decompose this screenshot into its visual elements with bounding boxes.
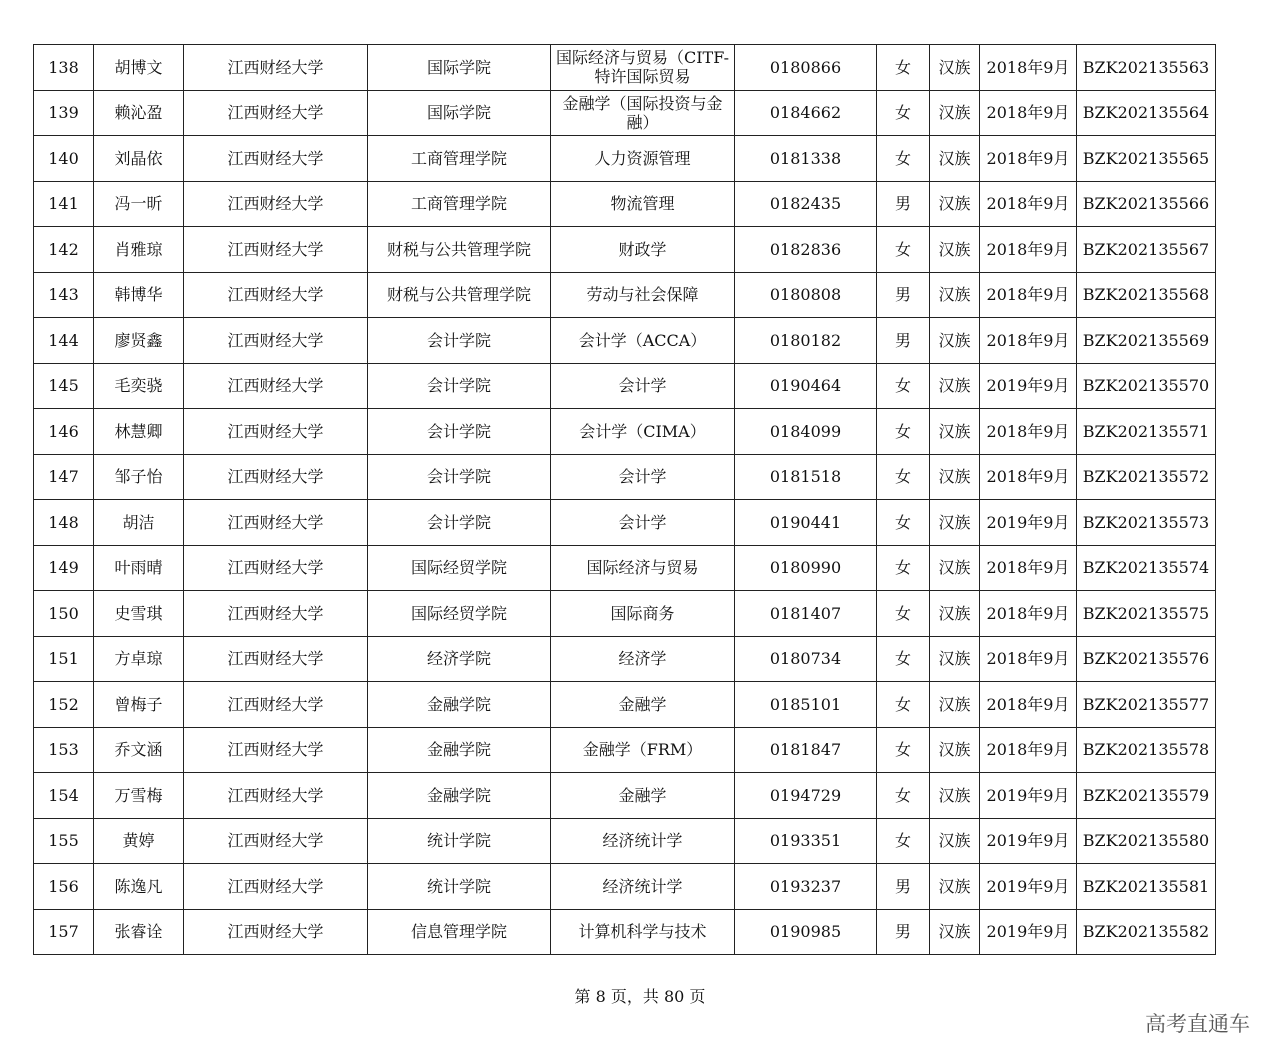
seq-cell: 152 (34, 682, 94, 728)
gender-cell: 女 (877, 227, 930, 273)
gender-cell: 女 (877, 636, 930, 682)
name-cell: 乔文涵 (94, 727, 184, 773)
name-cell: 曾梅子 (94, 682, 184, 728)
cert-no-cell: BZK202135567 (1077, 227, 1216, 273)
student-id-cell: 0180990 (735, 545, 877, 591)
seq-cell: 156 (34, 864, 94, 910)
enroll-date-cell: 2018年9月 (980, 682, 1077, 728)
school-cell: 江西财经大学 (184, 500, 368, 546)
gender-cell: 男 (877, 318, 930, 364)
enroll-date-cell: 2019年9月 (980, 818, 1077, 864)
table-row (34, 318, 1216, 364)
seq-cell: 146 (34, 409, 94, 455)
major-cell: 金融学 (551, 773, 735, 819)
school-cell: 江西财经大学 (184, 909, 368, 955)
ethnicity-cell: 汉族 (930, 181, 980, 227)
seq-cell: 155 (34, 818, 94, 864)
school-cell: 江西财经大学 (184, 773, 368, 819)
enroll-date-cell: 2019年9月 (980, 864, 1077, 910)
major-cell: 金融学 (551, 682, 735, 728)
enroll-date-cell: 2018年9月 (980, 272, 1077, 318)
cert-no-cell: BZK202135571 (1077, 409, 1216, 455)
enroll-date-cell: 2018年9月 (980, 318, 1077, 364)
table-row (34, 136, 1216, 182)
student-id-cell: 0180866 (735, 45, 877, 91)
college-cell: 会计学院 (368, 363, 551, 409)
cert-no-cell: BZK202135580 (1077, 818, 1216, 864)
enroll-date-cell: 2018年9月 (980, 45, 1077, 91)
cert-no-cell: BZK202135576 (1077, 636, 1216, 682)
student-id-cell: 0190985 (735, 909, 877, 955)
gender-cell: 女 (877, 409, 930, 455)
cert-no-cell: BZK202135564 (1077, 90, 1216, 136)
college-cell: 会计学院 (368, 500, 551, 546)
student-id-cell: 0180182 (735, 318, 877, 364)
cert-no-cell: BZK202135568 (1077, 272, 1216, 318)
ethnicity-cell: 汉族 (930, 864, 980, 910)
table-row (34, 864, 1216, 910)
gender-cell: 女 (877, 90, 930, 136)
college-cell: 经济学院 (368, 636, 551, 682)
table-row (34, 818, 1216, 864)
student-id-cell: 0185101 (735, 682, 877, 728)
college-cell: 会计学院 (368, 454, 551, 500)
school-cell: 江西财经大学 (184, 318, 368, 364)
college-cell: 信息管理学院 (368, 909, 551, 955)
cert-no-cell: BZK202135573 (1077, 500, 1216, 546)
seq-cell: 147 (34, 454, 94, 500)
enroll-date-cell: 2018年9月 (980, 636, 1077, 682)
name-cell: 赖沁盈 (94, 90, 184, 136)
enroll-date-cell: 2018年9月 (980, 181, 1077, 227)
student-id-cell: 0180734 (735, 636, 877, 682)
gender-cell: 女 (877, 818, 930, 864)
ethnicity-cell: 汉族 (930, 545, 980, 591)
cert-no-cell: BZK202135582 (1077, 909, 1216, 955)
enroll-date-cell: 2018年9月 (980, 90, 1077, 136)
table-row (34, 909, 1216, 955)
seq-cell: 148 (34, 500, 94, 546)
school-cell: 江西财经大学 (184, 545, 368, 591)
table-row (34, 636, 1216, 682)
seq-cell: 143 (34, 272, 94, 318)
cert-no-cell: BZK202135572 (1077, 454, 1216, 500)
enroll-date-cell: 2019年9月 (980, 773, 1077, 819)
student-id-cell: 0190464 (735, 363, 877, 409)
student-id-cell: 0180808 (735, 272, 877, 318)
student-id-cell: 0184099 (735, 409, 877, 455)
table-row (34, 90, 1216, 136)
table-row (34, 727, 1216, 773)
school-cell: 江西财经大学 (184, 864, 368, 910)
ethnicity-cell: 汉族 (930, 591, 980, 637)
major-cell: 经济统计学 (551, 864, 735, 910)
table-row (34, 500, 1216, 546)
student-id-cell: 0181518 (735, 454, 877, 500)
gender-cell: 女 (877, 773, 930, 819)
college-cell: 金融学院 (368, 727, 551, 773)
gender-cell: 女 (877, 727, 930, 773)
college-cell: 统计学院 (368, 818, 551, 864)
school-cell: 江西财经大学 (184, 454, 368, 500)
name-cell: 胡洁 (94, 500, 184, 546)
name-cell: 万雪梅 (94, 773, 184, 819)
gender-cell: 女 (877, 545, 930, 591)
seq-cell: 154 (34, 773, 94, 819)
college-cell: 国际学院 (368, 90, 551, 136)
gender-cell: 女 (877, 682, 930, 728)
seq-cell: 138 (34, 45, 94, 91)
name-cell: 史雪琪 (94, 591, 184, 637)
school-cell: 江西财经大学 (184, 45, 368, 91)
major-cell: 经济学 (551, 636, 735, 682)
ethnicity-cell: 汉族 (930, 773, 980, 819)
seq-cell: 149 (34, 545, 94, 591)
school-cell: 江西财经大学 (184, 272, 368, 318)
major-cell: 国际经济与贸易（CITF-特许国际贸易 (551, 45, 735, 91)
name-cell: 叶雨晴 (94, 545, 184, 591)
student-id-cell: 0193237 (735, 864, 877, 910)
gender-cell: 男 (877, 272, 930, 318)
seq-cell: 145 (34, 363, 94, 409)
seq-cell: 153 (34, 727, 94, 773)
ethnicity-cell: 汉族 (930, 318, 980, 364)
college-cell: 统计学院 (368, 864, 551, 910)
page-footer: 第 8 页，共 80 页 (574, 987, 706, 1006)
school-cell: 江西财经大学 (184, 363, 368, 409)
name-cell: 胡博文 (94, 45, 184, 91)
seq-cell: 150 (34, 591, 94, 637)
table-row (34, 591, 1216, 637)
name-cell: 肖雅琼 (94, 227, 184, 273)
major-cell: 国际商务 (551, 591, 735, 637)
college-cell: 财税与公共管理学院 (368, 272, 551, 318)
major-cell: 经济统计学 (551, 818, 735, 864)
seq-cell: 141 (34, 181, 94, 227)
school-cell: 江西财经大学 (184, 591, 368, 637)
major-cell: 物流管理 (551, 181, 735, 227)
college-cell: 工商管理学院 (368, 136, 551, 182)
ethnicity-cell: 汉族 (930, 682, 980, 728)
major-cell: 会计学（ACCA） (551, 318, 735, 364)
ethnicity-cell: 汉族 (930, 227, 980, 273)
college-cell: 金融学院 (368, 682, 551, 728)
table-row (34, 181, 1216, 227)
table-row (34, 409, 1216, 455)
enroll-date-cell: 2018年9月 (980, 409, 1077, 455)
school-cell: 江西财经大学 (184, 90, 368, 136)
name-cell: 黄婷 (94, 818, 184, 864)
gender-cell: 男 (877, 864, 930, 910)
student-list-table (33, 44, 1216, 955)
name-cell: 韩博华 (94, 272, 184, 318)
gender-cell: 男 (877, 909, 930, 955)
ethnicity-cell: 汉族 (930, 727, 980, 773)
table-row (34, 682, 1216, 728)
major-cell: 计算机科学与技术 (551, 909, 735, 955)
cert-no-cell: BZK202135563 (1077, 45, 1216, 91)
table-row (34, 545, 1216, 591)
college-cell: 会计学院 (368, 318, 551, 364)
gender-cell: 女 (877, 363, 930, 409)
gender-cell: 女 (877, 454, 930, 500)
cert-no-cell: BZK202135570 (1077, 363, 1216, 409)
student-id-cell: 0193351 (735, 818, 877, 864)
table-row (34, 363, 1216, 409)
enroll-date-cell: 2018年9月 (980, 591, 1077, 637)
school-cell: 江西财经大学 (184, 727, 368, 773)
gender-cell: 女 (877, 500, 930, 546)
enroll-date-cell: 2018年9月 (980, 136, 1077, 182)
name-cell: 方卓琼 (94, 636, 184, 682)
major-cell: 会计学（CIMA） (551, 409, 735, 455)
cert-no-cell: BZK202135581 (1077, 864, 1216, 910)
ethnicity-cell: 汉族 (930, 45, 980, 91)
table-row (34, 272, 1216, 318)
seq-cell: 157 (34, 909, 94, 955)
major-cell: 人力资源管理 (551, 136, 735, 182)
college-cell: 工商管理学院 (368, 181, 551, 227)
table-body (34, 45, 1216, 955)
student-id-cell: 0181847 (735, 727, 877, 773)
seq-cell: 139 (34, 90, 94, 136)
enroll-date-cell: 2018年9月 (980, 227, 1077, 273)
table-row (34, 773, 1216, 819)
table-row (34, 45, 1216, 91)
cert-no-cell: BZK202135578 (1077, 727, 1216, 773)
college-cell: 国际学院 (368, 45, 551, 91)
table-row (34, 227, 1216, 273)
seq-cell: 142 (34, 227, 94, 273)
enroll-date-cell: 2018年9月 (980, 545, 1077, 591)
school-cell: 江西财经大学 (184, 136, 368, 182)
ethnicity-cell: 汉族 (930, 136, 980, 182)
cert-no-cell: BZK202135574 (1077, 545, 1216, 591)
name-cell: 刘晶依 (94, 136, 184, 182)
ethnicity-cell: 汉族 (930, 636, 980, 682)
student-id-cell: 0182836 (735, 227, 877, 273)
name-cell: 张睿诠 (94, 909, 184, 955)
cert-no-cell: BZK202135575 (1077, 591, 1216, 637)
watermark-text: 高考直通车 (1145, 1012, 1250, 1036)
college-cell: 会计学院 (368, 409, 551, 455)
major-cell: 金融学（国际投资与金融） (551, 90, 735, 136)
student-id-cell: 0184662 (735, 90, 877, 136)
name-cell: 邹子怡 (94, 454, 184, 500)
college-cell: 国际经贸学院 (368, 591, 551, 637)
enroll-date-cell: 2019年9月 (980, 500, 1077, 546)
name-cell: 林慧卿 (94, 409, 184, 455)
cert-no-cell: BZK202135577 (1077, 682, 1216, 728)
cert-no-cell: BZK202135566 (1077, 181, 1216, 227)
name-cell: 廖贤鑫 (94, 318, 184, 364)
major-cell: 财政学 (551, 227, 735, 273)
name-cell: 毛奕骁 (94, 363, 184, 409)
school-cell: 江西财经大学 (184, 818, 368, 864)
major-cell: 金融学（FRM） (551, 727, 735, 773)
college-cell: 金融学院 (368, 773, 551, 819)
school-cell: 江西财经大学 (184, 682, 368, 728)
seq-cell: 140 (34, 136, 94, 182)
student-id-cell: 0181338 (735, 136, 877, 182)
enroll-date-cell: 2018年9月 (980, 454, 1077, 500)
ethnicity-cell: 汉族 (930, 272, 980, 318)
enroll-date-cell: 2018年9月 (980, 727, 1077, 773)
gender-cell: 女 (877, 591, 930, 637)
ethnicity-cell: 汉族 (930, 454, 980, 500)
gender-cell: 女 (877, 45, 930, 91)
name-cell: 陈逸凡 (94, 864, 184, 910)
gender-cell: 男 (877, 181, 930, 227)
ethnicity-cell: 汉族 (930, 90, 980, 136)
school-cell: 江西财经大学 (184, 181, 368, 227)
major-cell: 会计学 (551, 363, 735, 409)
cert-no-cell: BZK202135565 (1077, 136, 1216, 182)
cert-no-cell: BZK202135579 (1077, 773, 1216, 819)
enroll-date-cell: 2019年9月 (980, 363, 1077, 409)
enroll-date-cell: 2019年9月 (980, 909, 1077, 955)
ethnicity-cell: 汉族 (930, 363, 980, 409)
major-cell: 会计学 (551, 500, 735, 546)
school-cell: 江西财经大学 (184, 636, 368, 682)
ethnicity-cell: 汉族 (930, 500, 980, 546)
seq-cell: 151 (34, 636, 94, 682)
cert-no-cell: BZK202135569 (1077, 318, 1216, 364)
ethnicity-cell: 汉族 (930, 409, 980, 455)
major-cell: 劳动与社会保障 (551, 272, 735, 318)
student-id-cell: 0194729 (735, 773, 877, 819)
major-cell: 会计学 (551, 454, 735, 500)
college-cell: 财税与公共管理学院 (368, 227, 551, 273)
ethnicity-cell: 汉族 (930, 818, 980, 864)
gender-cell: 女 (877, 136, 930, 182)
name-cell: 冯一昕 (94, 181, 184, 227)
ethnicity-cell: 汉族 (930, 909, 980, 955)
school-cell: 江西财经大学 (184, 409, 368, 455)
student-id-cell: 0182435 (735, 181, 877, 227)
student-id-cell: 0181407 (735, 591, 877, 637)
student-id-cell: 0190441 (735, 500, 877, 546)
college-cell: 国际经贸学院 (368, 545, 551, 591)
seq-cell: 144 (34, 318, 94, 364)
major-cell: 国际经济与贸易 (551, 545, 735, 591)
school-cell: 江西财经大学 (184, 227, 368, 273)
table-row (34, 454, 1216, 500)
